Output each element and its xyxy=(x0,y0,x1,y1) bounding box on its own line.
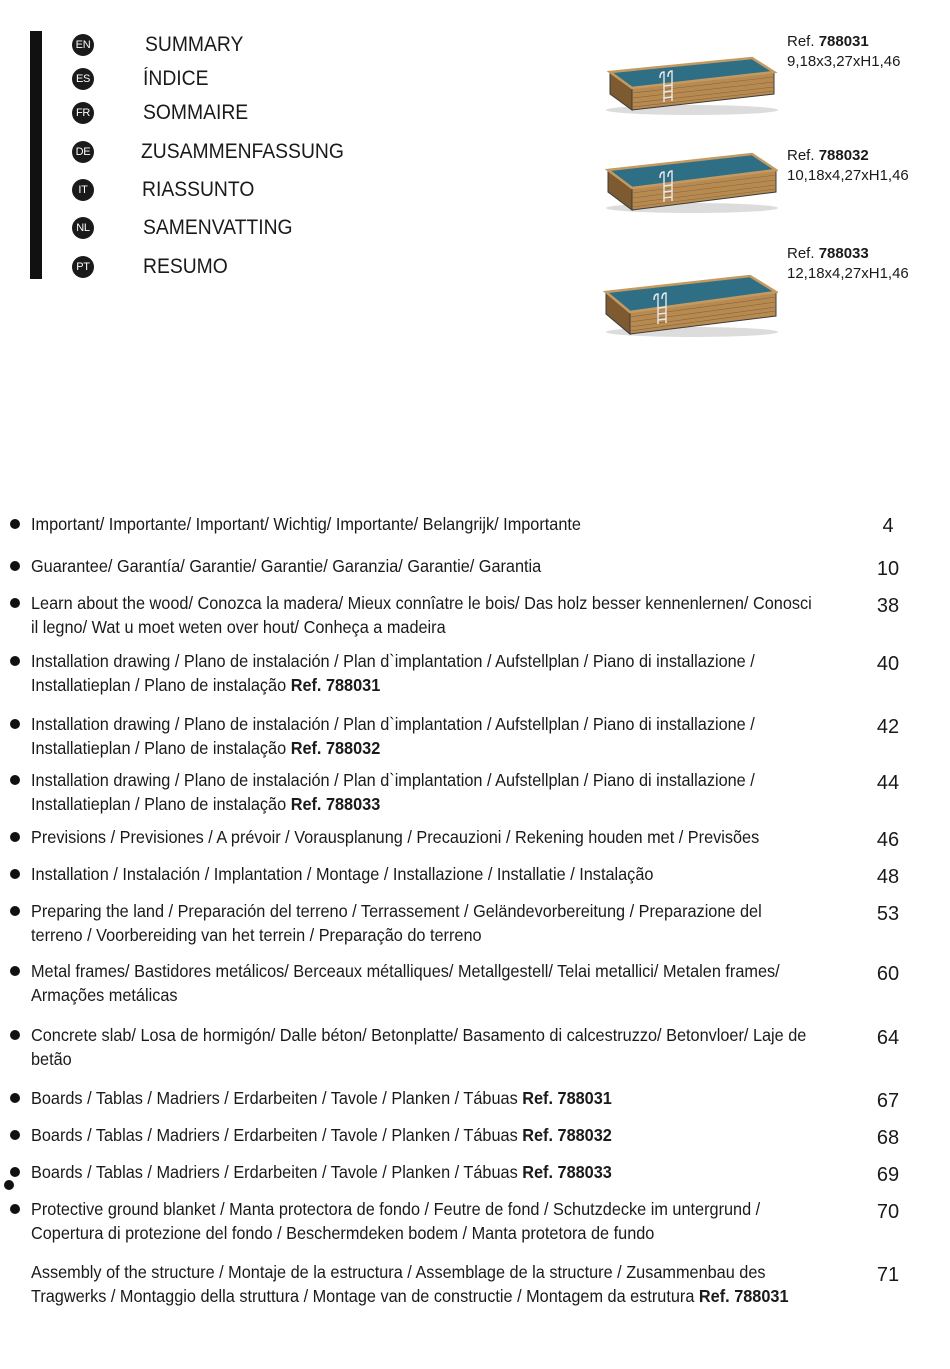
toc-page-number: 38 xyxy=(876,595,900,617)
toc-entry-text xyxy=(31,1023,812,1071)
toc-entry-title: Protective ground blanket / Manta protectora de fondo / Feutre de fond / Schutzdecke im untergrund / Copertura di protezione del fondo / Beschermdeken bodem / Manta protetora de fundo xyxy=(31,1199,761,1243)
toc-page-number: 60 xyxy=(876,963,900,985)
toc-page-number: 71 xyxy=(876,1264,900,1286)
toc-entry-title: Preparing the land / Preparación del terreno / Terrassement / Geländevorbereitung / Preparazione del terreno / Voorbereiding van het terrein / Preparação do terreno xyxy=(31,901,762,945)
language-title: RIASSUNTO xyxy=(142,178,255,201)
toc-entry-title: Assembly of the structure / Montaje de la estructura / Assemblage de la structure / Zusammenbau des Tragwerks / Montaggio della struttura / Montage van de constructie / Montagem da estrutura xyxy=(31,1262,766,1306)
pool-illustration-788032 xyxy=(602,148,778,214)
toc-entry-text xyxy=(31,825,812,849)
pool-illustration-788033 xyxy=(602,272,778,338)
toc-page-number: 70 xyxy=(876,1201,900,1223)
toc-entry-text xyxy=(31,649,812,697)
toc-entry-text xyxy=(31,1123,812,1147)
language-badge: ES xyxy=(72,68,94,90)
toc-entry-text xyxy=(31,712,812,760)
language-title: RESUMO xyxy=(143,255,228,278)
ref-label: Ref. xyxy=(787,245,815,262)
toc-entry-ref: Ref. 788033 xyxy=(290,794,381,814)
language-title: ZUSAMMENFASSUNG xyxy=(141,140,344,163)
toc-entry-ref: Ref. 788032 xyxy=(290,738,381,758)
language-badge: EN xyxy=(72,34,94,56)
language-title: ÍNDICE xyxy=(143,67,209,90)
toc-entry-ref: Ref. 788031 xyxy=(698,1286,789,1306)
toc-entry-text xyxy=(31,959,812,1007)
bullet-icon xyxy=(10,1167,20,1177)
language-row-de xyxy=(72,137,344,167)
ref-dimensions: 10,18x4,27xH1,46 xyxy=(787,167,909,184)
toc-entry-text xyxy=(31,899,812,947)
toc-page-number: 46 xyxy=(876,829,900,851)
language-title: SOMMAIRE xyxy=(143,101,249,124)
bullet-icon xyxy=(10,656,20,666)
language-badge: IT xyxy=(72,179,94,201)
bullet-icon xyxy=(10,519,20,529)
language-badge: PT xyxy=(72,256,94,278)
ref-dimensions: 9,18x3,27xH1,46 xyxy=(787,53,901,70)
toc-page-number: 64 xyxy=(876,1027,900,1049)
toc-entry-title: Important/ Importante/ Important/ Wichtig/ Importante/ Belangrijk/ Importante xyxy=(31,514,581,534)
toc-entry-text xyxy=(31,512,812,536)
toc-page-number: 53 xyxy=(876,903,900,925)
language-row-es xyxy=(72,64,209,94)
toc-entry-title: Learn about the wood/ Conozca la madera/ Mieux connîatre le bois/ Das holz besser kennenlernen/ Conosci il legno/ Wat u moet weten over hout/ Conheça a madeira xyxy=(31,593,812,637)
bullet-icon xyxy=(10,719,20,729)
ref-number: 788032 xyxy=(818,147,869,164)
bullet-icon xyxy=(10,1030,20,1040)
language-row-it xyxy=(72,175,255,205)
toc-page-number: 40 xyxy=(876,653,900,675)
language-row-pt xyxy=(72,252,228,282)
toc-entry-text xyxy=(31,862,812,886)
bullet-icon xyxy=(10,832,20,842)
toc-entry-title: Installation drawing / Plano de instalación / Plan d`implantation / Aufstellplan / Piano di installazione / Installatieplan / Plano de instalação xyxy=(31,651,755,695)
language-title: SAMENVATTING xyxy=(143,216,293,239)
bullet-icon xyxy=(10,869,20,879)
toc-entry-text xyxy=(31,1260,812,1308)
language-badge: DE xyxy=(72,141,94,163)
toc-entry-title: Installation drawing / Plano de instalación / Plan d`implantation / Aufstellplan / Piano di installazione / Installatieplan / Plano de instalação xyxy=(31,714,755,758)
toc-entry-title: Boards / Tablas / Madriers / Erdarbeiten / Tavole / Planken / Tábuas xyxy=(31,1125,523,1145)
toc-entry-title: Installation / Instalación / Implantation / Montage / Installazione / Installatie / Instalação xyxy=(31,864,654,884)
toc-entry-text xyxy=(31,591,812,639)
toc-entry-ref: Ref. 788032 xyxy=(522,1125,612,1145)
summary-accent-bar xyxy=(30,31,42,279)
bullet-icon xyxy=(10,906,20,916)
ref-label: Ref. xyxy=(787,33,815,50)
toc-page-number: 4 xyxy=(882,515,894,537)
language-title: SUMMARY xyxy=(145,33,244,56)
ref-dimensions: 12,18x4,27xH1,46 xyxy=(787,265,909,282)
toc-page-number: 69 xyxy=(876,1164,900,1186)
toc-entry-ref: Ref. 788031 xyxy=(522,1088,612,1108)
ref-number: 788031 xyxy=(818,33,869,50)
bullet-icon xyxy=(10,598,20,608)
toc-page-number: 68 xyxy=(876,1127,900,1149)
toc-page-number: 67 xyxy=(876,1090,900,1112)
toc-entry-title: Installation drawing / Plano de instalación / Plan d`implantation / Aufstellplan / Piano di installazione / Installatieplan / Plano de instalação xyxy=(31,770,755,814)
toc-entry-title: Boards / Tablas / Madriers / Erdarbeiten / Tavole / Planken / Tábuas xyxy=(31,1088,523,1108)
toc-entry-title: Boards / Tablas / Madriers / Erdarbeiten / Tavole / Planken / Tábuas xyxy=(31,1162,523,1182)
bullet-icon xyxy=(10,775,20,785)
toc-entry-text xyxy=(31,1160,812,1184)
toc-entry-ref: Ref. 788033 xyxy=(522,1162,612,1182)
toc-entry-text xyxy=(31,768,812,816)
bullet-icon xyxy=(10,561,20,571)
toc-entry-title: Concrete slab/ Losa de hormigón/ Dalle béton/ Betonplatte/ Basamento di calcestruzzo/ Betonvloer/ Laje de betão xyxy=(31,1025,807,1069)
product-ref-788032 xyxy=(787,146,909,186)
language-badge: FR xyxy=(72,102,94,124)
toc-entry-text xyxy=(31,1197,812,1245)
toc-entry-ref: Ref. 788031 xyxy=(290,675,381,695)
toc-entry-title: Metal frames/ Bastidores metálicos/ Berceaux métalliques/ Metallgestell/ Telai metallici/ Metalen frames/ Armações metálicas xyxy=(31,961,780,1005)
toc-entry-text xyxy=(31,554,812,578)
toc-entry-text xyxy=(31,1086,812,1110)
bullet-icon xyxy=(10,1093,20,1103)
bullet-icon xyxy=(10,1204,20,1214)
ref-number: 788033 xyxy=(818,245,869,262)
language-row-nl xyxy=(72,213,293,243)
language-badge: NL xyxy=(72,217,94,239)
toc-page-number: 42 xyxy=(876,716,900,738)
toc-page-number: 10 xyxy=(876,558,900,580)
language-row-en xyxy=(72,30,244,60)
bullet-icon xyxy=(10,966,20,976)
toc-entry-title: Previsions / Previsiones / A prévoir / Vorausplanung / Precauzioni / Rekening houden met / Previsões xyxy=(31,827,760,847)
language-row-fr xyxy=(72,98,249,128)
toc-entry-title: Guarantee/ Garantía/ Garantie/ Garantie/ Garanzia/ Garantie/ Garantia xyxy=(31,556,542,576)
toc-page-number: 44 xyxy=(876,772,900,794)
product-ref-788033 xyxy=(787,244,909,284)
ref-label: Ref. xyxy=(787,147,815,164)
product-ref-788031 xyxy=(787,32,900,72)
bullet-icon xyxy=(4,1180,14,1190)
toc-page-number: 48 xyxy=(876,866,900,888)
bullet-icon xyxy=(10,1130,20,1140)
pool-illustration-788031 xyxy=(602,50,778,116)
